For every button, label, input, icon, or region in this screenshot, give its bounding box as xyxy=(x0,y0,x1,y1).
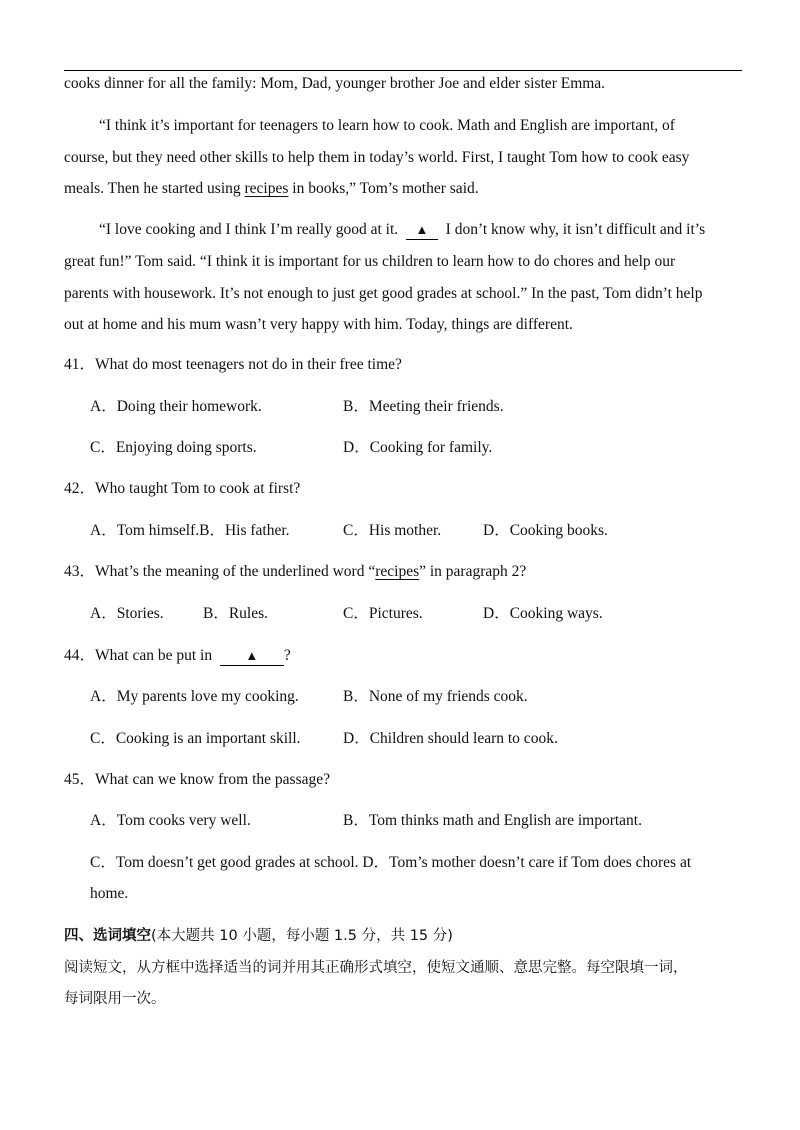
option-b: B．Rules. xyxy=(203,605,269,622)
option-d: D．Children should learn to cook. xyxy=(343,730,558,747)
option-b: B．Meeting their friends. xyxy=(343,398,504,415)
text-span: 44．What can be put in xyxy=(64,647,213,664)
option-c: C．Pictures. xyxy=(343,605,423,622)
option-a: A．Stories. xyxy=(90,605,164,622)
question-stem xyxy=(64,646,291,666)
passage-line: great fun!” Tom said. “I think it is important for us children to learn how to do chores and help our xyxy=(64,253,676,270)
passage-line: out at home and his mum wasn’t very happy with him. Today, things are different. xyxy=(64,316,573,333)
text-span: I don’t know why, it isn’t difficult and it’s xyxy=(445,221,706,238)
option-d: D．Cooking for family. xyxy=(343,439,493,456)
option-ab: A．Tom himself.B．His father. xyxy=(90,522,290,539)
question-stem: 45．What can we know from the passage? xyxy=(64,771,330,788)
section-instructions: 每词限用一次。 xyxy=(64,991,166,1007)
option-c: C．Cooking is an important skill. xyxy=(90,730,301,747)
question-stem: 41．What do most teenagers not do in their free time? xyxy=(64,356,402,373)
option-cd: C．Tom doesn’t get good grades at school. D．Tom’s mother doesn’t care if Tom does chores at xyxy=(90,854,692,871)
answer-blank: ▲ xyxy=(220,647,284,666)
underlined-word: recipes xyxy=(244,180,289,197)
passage-line: “I think it’s important for teenagers to learn how to cook. Math and English are important, of xyxy=(99,117,675,134)
option-cd-continued: home. xyxy=(90,885,129,902)
option-a: A．Doing their homework. xyxy=(90,398,262,415)
text-span: 43．What’s the meaning of the underlined word “ xyxy=(64,563,376,580)
option-a: A．Tom cooks very well. xyxy=(90,812,251,829)
text-span: meals. Then he started using xyxy=(64,180,245,197)
option-d: D．Cooking ways. xyxy=(483,605,603,622)
option-d: D．Cooking books. xyxy=(483,522,608,539)
text-span: ? xyxy=(283,647,291,664)
text-span: ” in paragraph 2? xyxy=(419,563,527,580)
option-a: A．My parents love my cooking. xyxy=(90,688,299,705)
option-b: B．None of my friends cook. xyxy=(343,688,528,705)
passage-line: parents with housework. It’s not enough to just get good grades at school.” In the past, Tom didn’t help xyxy=(64,285,703,302)
section-instructions: 阅读短文，从方框中选择适当的词并用其正确形式填空，使短文通顺、意思完整。每空限填一词， xyxy=(64,960,688,976)
underlined-word: recipes xyxy=(375,563,420,580)
option-c: C．His mother. xyxy=(343,522,442,539)
section-title: 四、选词填空 xyxy=(64,928,151,944)
option-b: B．Tom thinks math and English are important. xyxy=(343,812,642,829)
passage-line xyxy=(99,220,705,240)
option-c: C．Enjoying doing sports. xyxy=(90,439,257,456)
passage-line xyxy=(64,179,479,199)
question-stem: 42．Who taught Tom to cook at first? xyxy=(64,480,301,497)
section-heading xyxy=(64,926,453,946)
answer-blank: ▲ xyxy=(406,221,438,240)
section-note: (本大题共 10 小题，每小题 1.5 分，共 15 分) xyxy=(151,928,453,944)
question-stem xyxy=(64,562,526,582)
text-span: in books,” Tom’s mother said. xyxy=(288,180,479,197)
text-span: “I love cooking and I think I’m really good at it. xyxy=(99,221,399,238)
top-rule xyxy=(64,70,742,71)
passage-line: course, but they need other skills to help them in today’s world. First, I taught Tom how to cook easy xyxy=(64,149,690,166)
passage-line: cooks dinner for all the family: Mom, Dad, younger brother Joe and elder sister Emma. xyxy=(64,75,606,92)
